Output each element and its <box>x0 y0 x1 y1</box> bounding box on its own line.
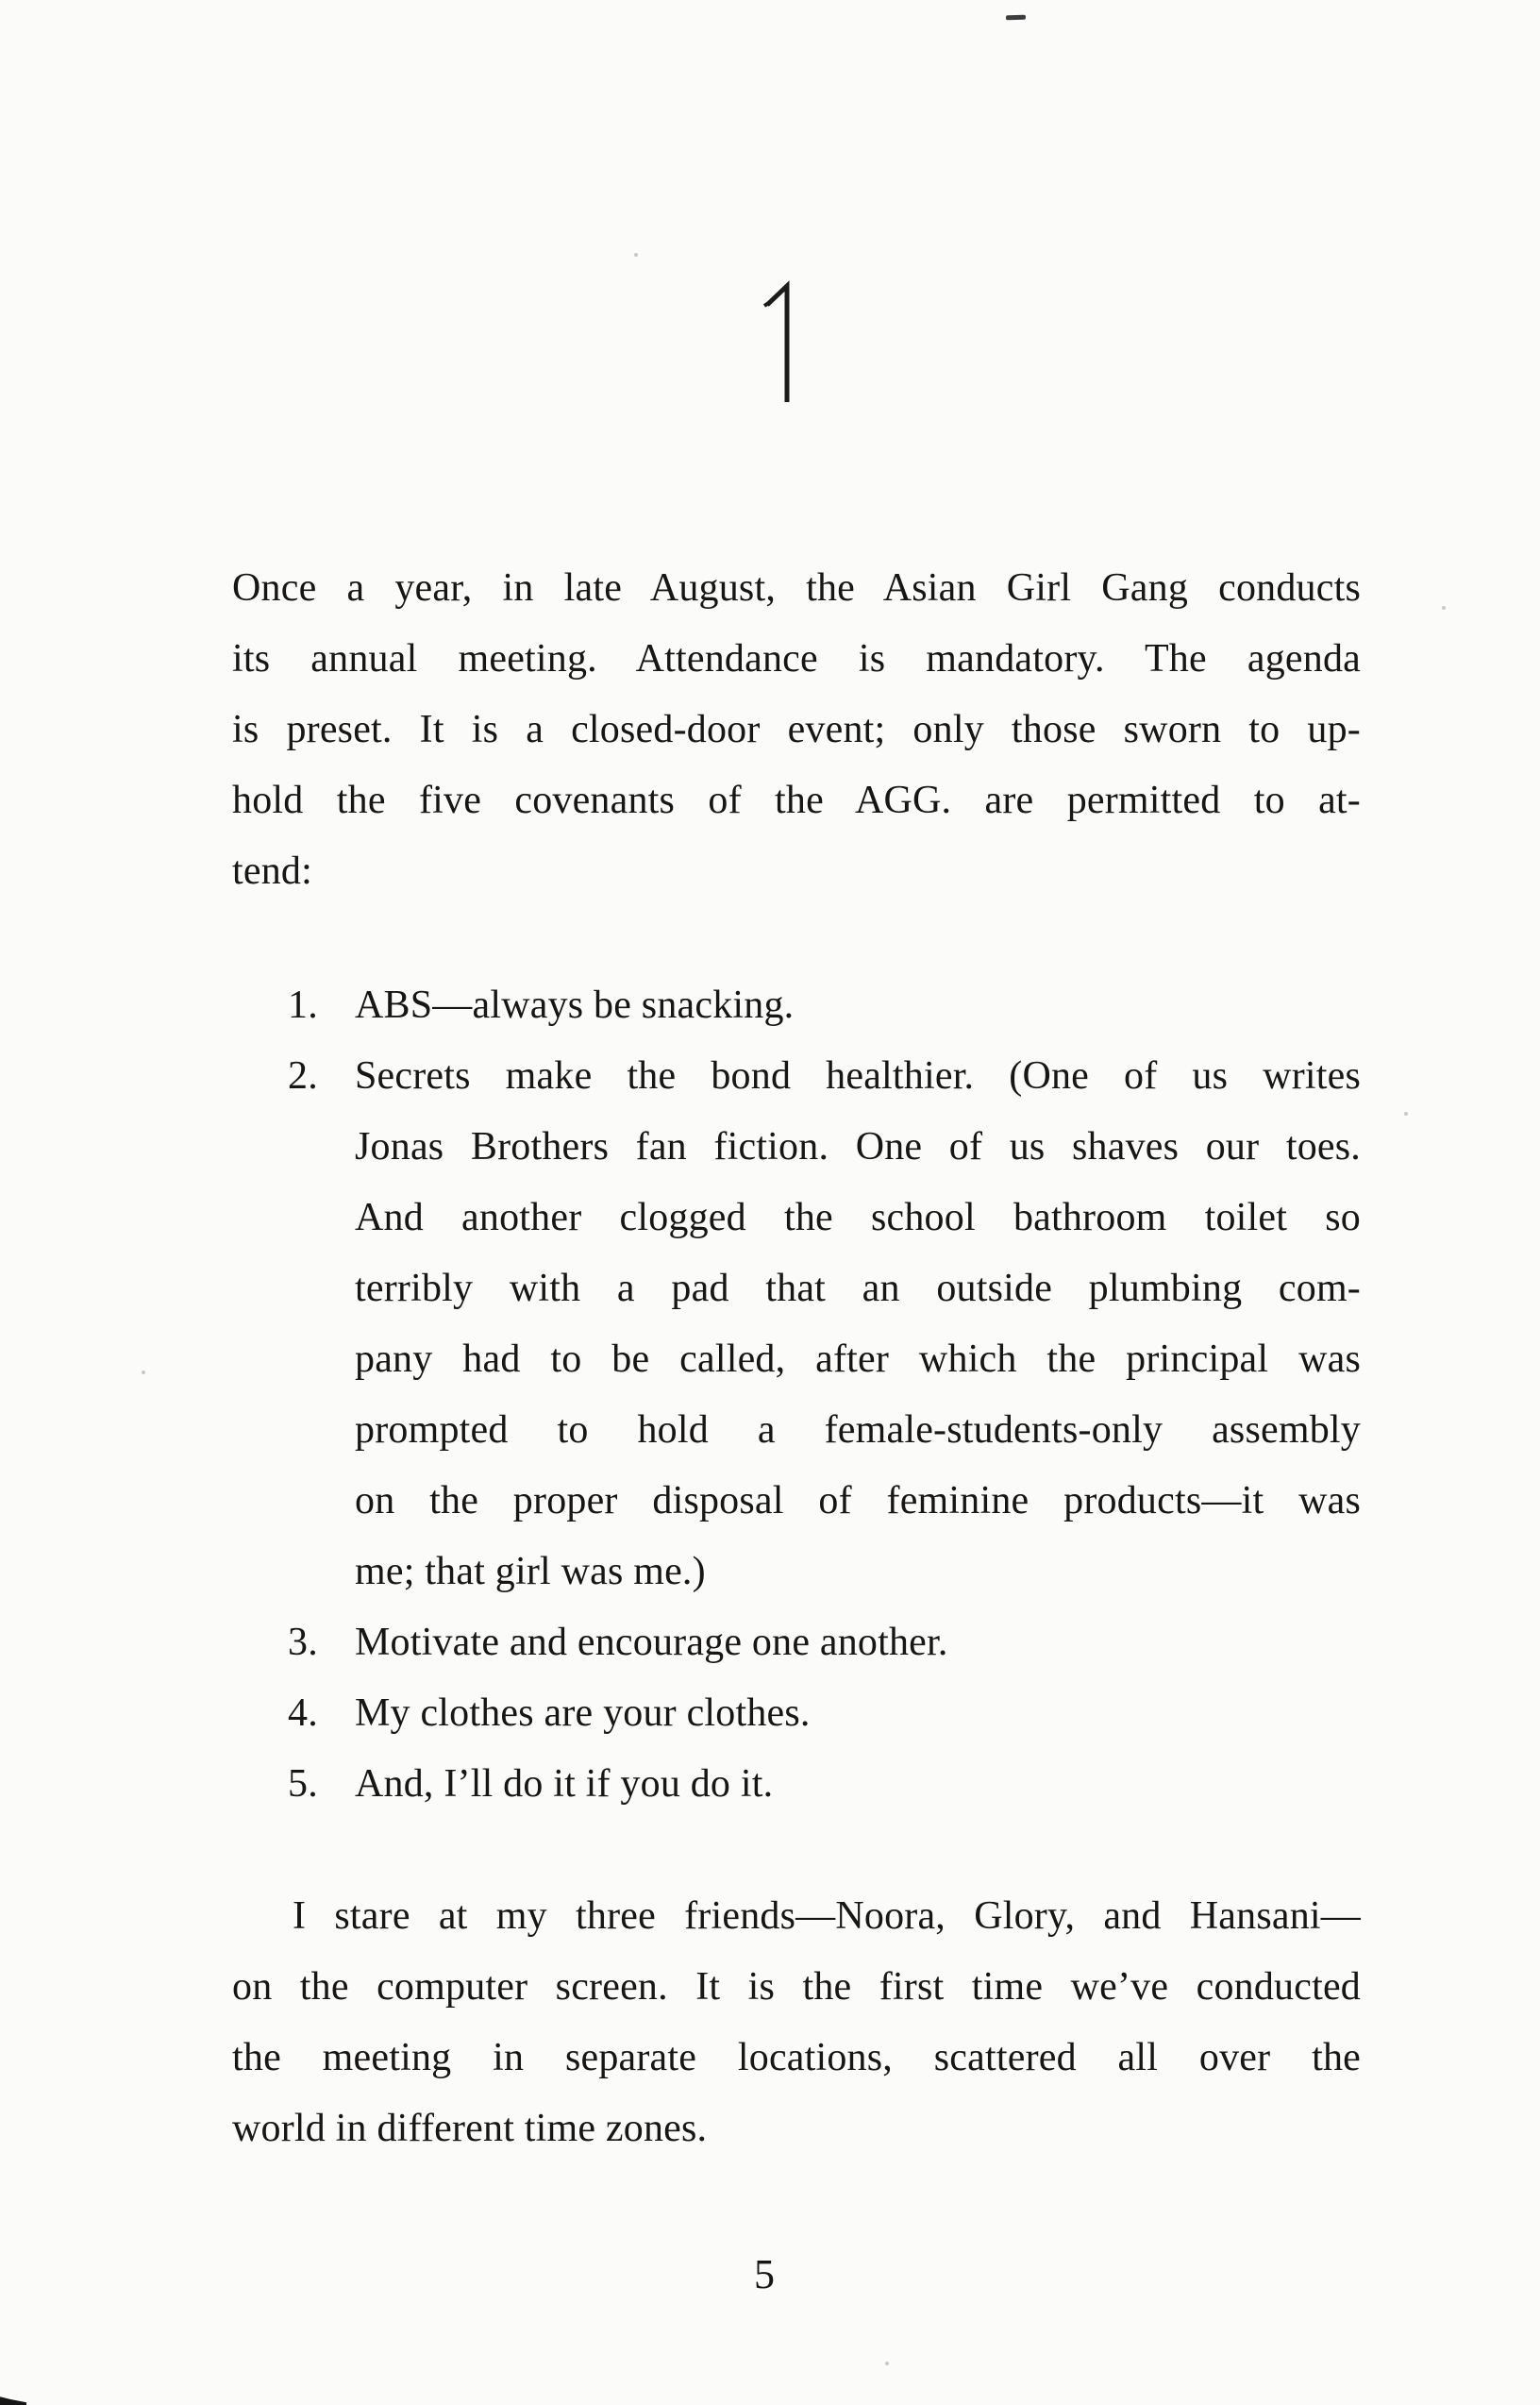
text-line: on the computer screen. It is the first time we’ve conducted <box>232 1965 1361 2009</box>
text-line: And, I’ll do it if you do it. <box>355 1762 774 1806</box>
text-line: the meeting in separate locations, scattered all over the <box>232 2036 1361 2079</box>
text-line: world in different time zones. <box>232 2107 708 2150</box>
text-line: My clothes are your clothes. <box>355 1691 811 1735</box>
list-item-number: 5. <box>288 1762 318 1806</box>
paragraph <box>232 1881 1361 2164</box>
text-line: terribly with a pad that an outside plumbing com- <box>355 1267 1361 1310</box>
text-line: pany had to be called, after which the principal was <box>355 1337 1361 1381</box>
paragraph <box>232 553 1361 907</box>
scan-speck <box>634 253 638 257</box>
text-line: is preset. It is a closed-door event; only those sworn to up- <box>232 708 1361 751</box>
list-item-text <box>355 970 1361 1041</box>
list-item <box>288 1749 1361 1820</box>
text-block <box>232 553 1361 2164</box>
scan-speck <box>1404 1112 1408 1116</box>
text-line: ABS—always be snacking. <box>355 984 795 1027</box>
text-line: hold the five covenants of the AGG. are permitted to at- <box>232 779 1361 822</box>
list-item-text <box>355 1678 1361 1749</box>
text-line: tend: <box>232 849 312 893</box>
list-item-number: 4. <box>288 1691 318 1735</box>
text-line: prompted to hold a female-students-only assembly <box>355 1408 1361 1452</box>
page-number: 5 <box>754 2251 775 2297</box>
text-line: I stare at my three friends—Noora, Glory, and Hansani— <box>293 1894 1361 1938</box>
text-line: And another clogged the school bathroom toilet so <box>355 1196 1361 1239</box>
scan-speck <box>885 2362 889 2365</box>
list-item-number: 3. <box>288 1621 318 1664</box>
list-item <box>288 970 1361 1041</box>
list-item-text <box>355 1607 1361 1678</box>
chapter-number <box>761 279 802 406</box>
list-item-text <box>355 1749 1361 1820</box>
covenant-list <box>288 970 1361 1820</box>
text-line: its annual meeting. Attendance is mandatory. The agenda <box>232 637 1361 681</box>
list-item <box>288 1041 1361 1607</box>
list-item-text <box>355 1041 1361 1607</box>
text-line: Jonas Brothers fan fiction. One of us shaves our toes. <box>355 1125 1361 1169</box>
text-line: Once a year, in late August, the Asian Girl Gang conducts <box>232 566 1361 610</box>
list-item-number: 1. <box>288 984 318 1027</box>
scan-artifact-smudge <box>0 2395 26 2405</box>
scan-artifact-dash <box>1006 15 1026 21</box>
text-line: me; that girl was me.) <box>355 1550 706 1593</box>
scan-speck <box>1442 606 1446 610</box>
list-item-number: 2. <box>288 1054 318 1098</box>
list-item <box>288 1678 1361 1749</box>
text-line: on the proper disposal of feminine products—it was <box>355 1479 1361 1522</box>
scan-speck <box>142 1371 145 1374</box>
text-line: Secrets make the bond healthier. (One of us writes <box>355 1054 1361 1098</box>
chapter-numeral-glyph <box>761 279 802 406</box>
list-item <box>288 1607 1361 1678</box>
text-line: Motivate and encourage one another. <box>355 1621 948 1664</box>
